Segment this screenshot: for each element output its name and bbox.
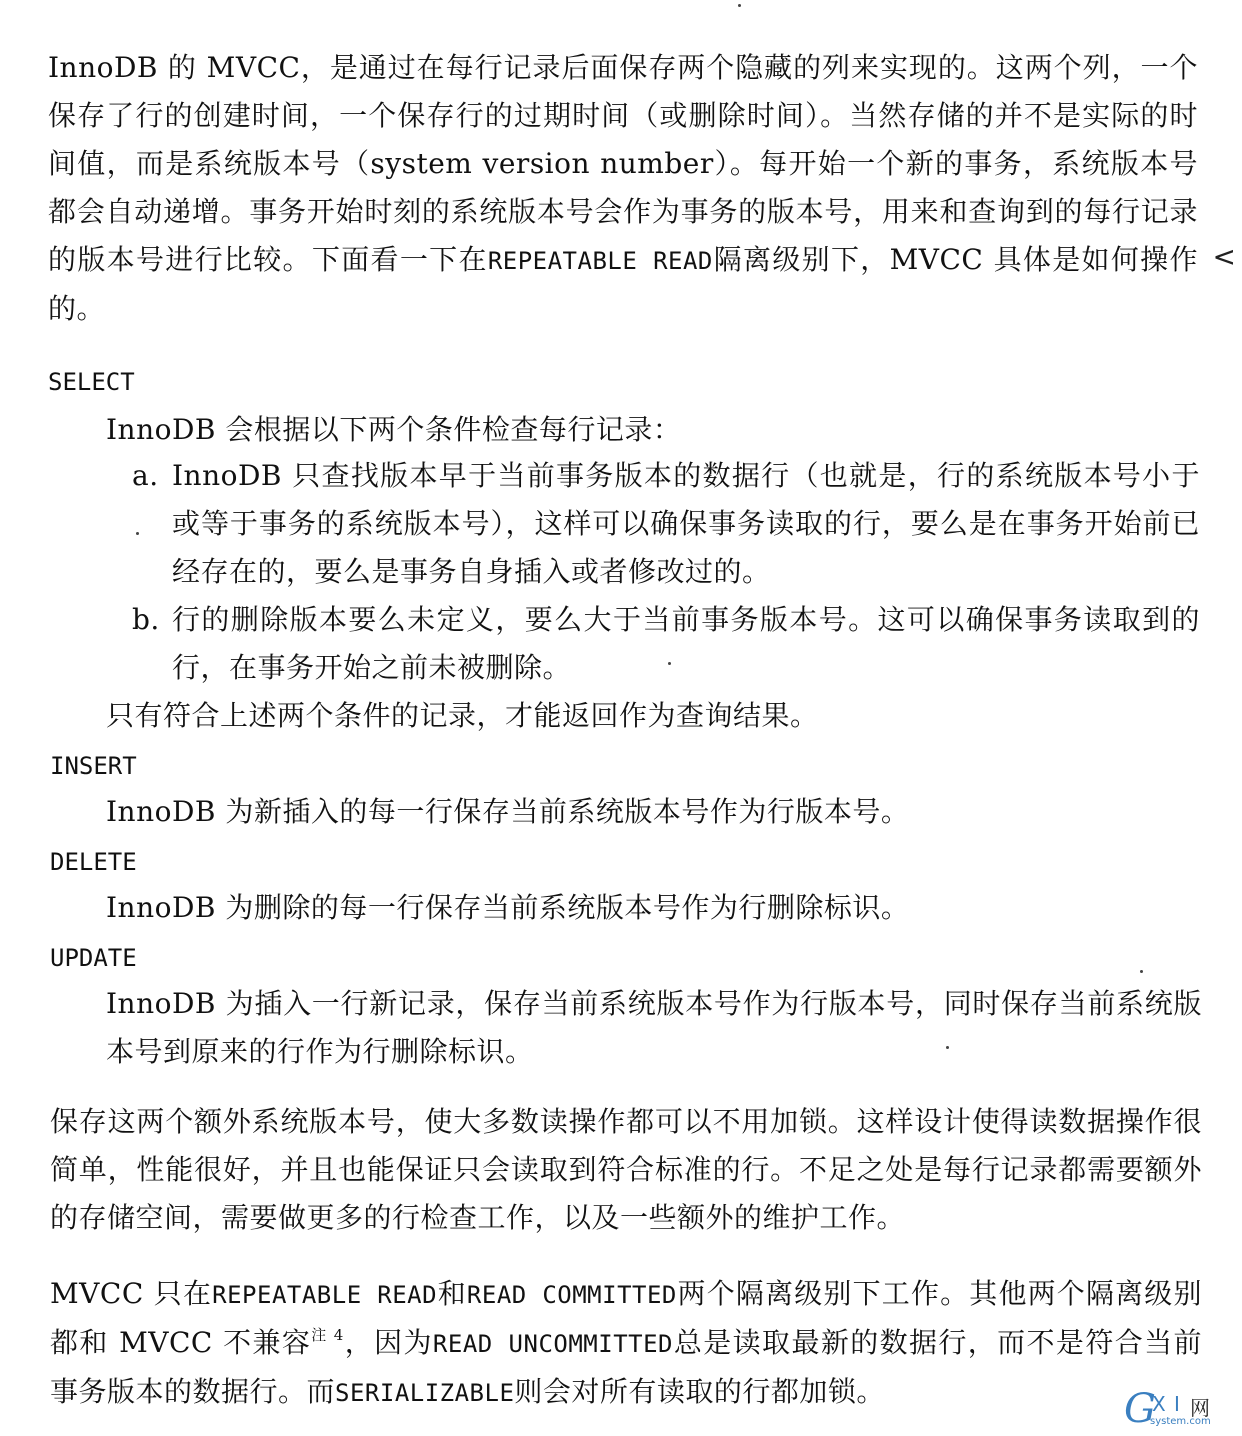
intro-code-repeatable-read: REPEATABLE READ <box>487 247 713 275</box>
final-code-repeatable-read: REPEATABLE READ <box>212 1281 438 1309</box>
final-text-6: 则会对所有读取的行都加锁。 <box>514 1375 885 1408</box>
insert-heading: INSERT <box>50 752 137 780</box>
select-tail: 只有符合上述两个条件的记录，才能返回作为查询结果。 <box>106 699 819 732</box>
delete-text: InnoDB 为删除的每一行保存当前系统版本号作为行删除标识。 <box>106 891 910 924</box>
insert-text: InnoDB 为新插入的每一行保存当前系统版本号作为行版本号。 <box>106 795 910 828</box>
delete-heading: DELETE <box>50 848 137 876</box>
watermark-logo <box>1124 1386 1234 1432</box>
scan-speck <box>1140 970 1143 973</box>
final-text-1: MVCC 只在 <box>50 1277 213 1310</box>
final-paragraph <box>50 1270 1202 1417</box>
summary-paragraph: 保存这两个额外系统版本号，使大多数读操作都可以不用加锁。这样设计使得读数据操作很简单，性能很好，并且也能保证只会读取到符合标准的行。不足之处是每行记录都需要额外的存储空间，需要做更多的行检查工作，以及一些额外的维护工作。 <box>50 1105 1202 1234</box>
final-text-3: 两个隔离级别下工作。其他两个隔离级别都和 MVCC 不兼容 <box>50 1277 1202 1359</box>
item-text: 行的删除版本要么未定义，要么大于当前事务版本号。这可以确保事务读取到的行，在事务开始之前未被删除。 <box>172 603 1200 684</box>
item-marker: b. <box>132 603 160 636</box>
logo-g-mark: G <box>1124 1386 1156 1432</box>
select-lead: InnoDB 会根据以下两个条件检查每行记录： <box>106 413 682 446</box>
margin-mark: < <box>1212 240 1236 273</box>
footnote-marker: 注 4 <box>311 1326 344 1344</box>
final-code-read-committed: READ COMMITTED <box>466 1281 677 1309</box>
intro-text: InnoDB 的 MVCC，是通过在每行记录后面保存两个隐藏的列来实现的。这两个列，一个保存了行的创建时间，一个保存行的过期时间（或删除时间）。当然存储的并不是实际的时间值，而是系统版本号（system version number）。每开始一个新的事务，系统版本号都会自动递增。事务开始时刻的系统版本号会作为事务的版本号，用来和查询到的每行记录的版本号进行比较。下面看一下在 <box>48 51 1198 276</box>
final-text-4: ，因为 <box>343 1326 433 1359</box>
final-text-5: 总是读取最新的数据行，而不是符合当前事务版本的数据行。而 <box>50 1326 1202 1408</box>
scan-speck <box>136 532 139 535</box>
scan-speck <box>738 4 741 7</box>
final-code-read-uncommitted: READ UNCOMMITTED <box>432 1330 673 1358</box>
scan-speck <box>668 662 671 665</box>
intro-text-end: 隔离级别下，MVCC 具体是如何操作的。 <box>48 243 1198 325</box>
item-text: InnoDB 只查找版本早于当前事务版本的数据行（也就是，行的系统版本号小于或等于事务的系统版本号），这样可以确保事务读取的行，要么是在事务开始前已经存在的，要么是事务自身插入或者修改过的。 <box>172 459 1200 588</box>
item-marker: a. <box>132 459 159 492</box>
select-item-b <box>132 596 1200 692</box>
logo-xi-text: X I <box>1152 1392 1181 1416</box>
update-text: InnoDB 为插入一行新记录，保存当前系统版本号作为行版本号，同时保存当前系统版本号到原来的行作为行删除标识。 <box>106 987 1202 1068</box>
select-heading: SELECT <box>48 368 135 396</box>
final-code-serializable: SERIALIZABLE <box>335 1379 515 1407</box>
select-item-a <box>132 452 1200 596</box>
scan-speck <box>946 1046 949 1049</box>
intro-paragraph <box>48 44 1198 333</box>
logo-url-text: system.com <box>1150 1416 1211 1427</box>
final-text-2: 和 <box>437 1277 467 1310</box>
update-heading: UPDATE <box>50 944 137 972</box>
logo-wang-text: 网 <box>1190 1396 1210 1420</box>
